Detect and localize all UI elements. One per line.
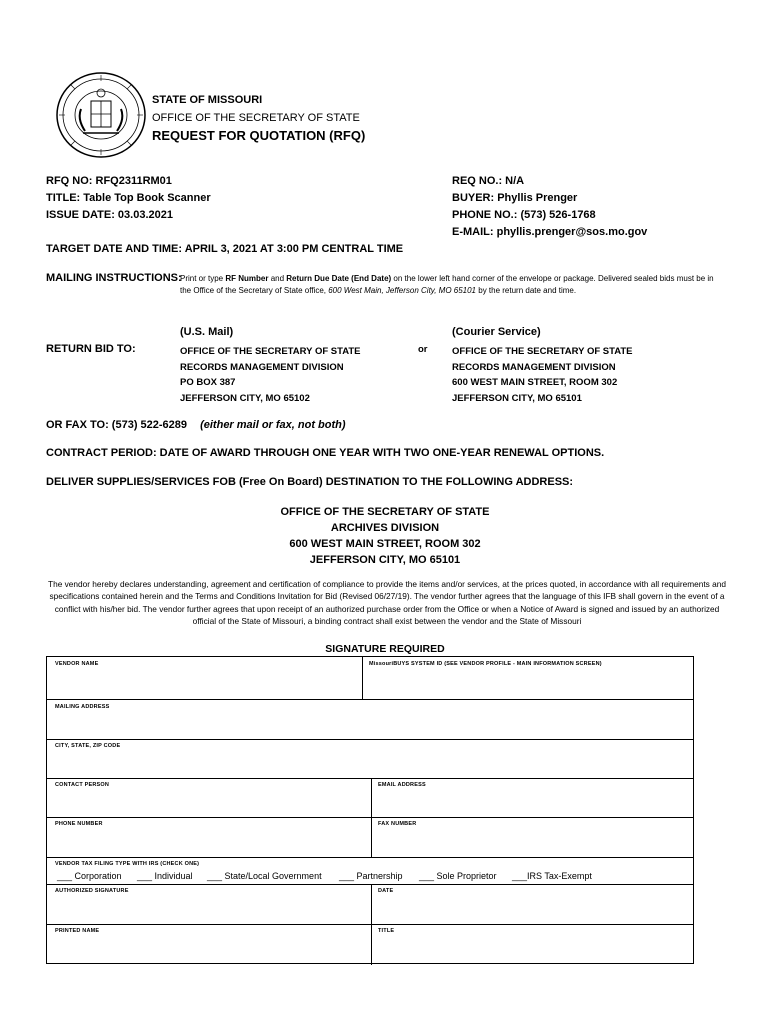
- mailing-text: [180, 273, 720, 297]
- us-mail-line: JEFFERSON CITY, MO 65102: [180, 392, 310, 404]
- deliver-address-line: JEFFERSON CITY, MO 65101: [309, 554, 461, 566]
- city-state-zip-label: CITY, STATE, ZIP CODE: [55, 743, 121, 749]
- authorized-signature-label: AUTHORIZED SIGNATURE: [55, 888, 129, 894]
- tax-option-irs-exempt[interactable]: ___IRS Tax-Exempt: [512, 871, 592, 881]
- deliver-address: [185, 504, 585, 568]
- us-mail-address: [180, 344, 361, 406]
- state-seal: [55, 71, 147, 159]
- fax-label: OR FAX TO: (573) 522-6289: [46, 419, 188, 431]
- us-mail-title: (U.S. Mail): [180, 326, 234, 338]
- divider: [371, 778, 372, 858]
- deliver-address-line: ARCHIVES DIVISION: [330, 522, 440, 534]
- printed-name-label: PRINTED NAME: [55, 928, 100, 934]
- vendor-name-label: VENDOR NAME: [55, 661, 99, 667]
- req-number: REQ NO.: N/A: [452, 175, 525, 187]
- mailing-label: MAILING INSTRUCTIONS:: [46, 272, 182, 284]
- divider: [47, 699, 693, 700]
- mailing-return-due: Return Due Date (End Date): [286, 274, 392, 283]
- divider: [362, 657, 363, 699]
- divider: [47, 857, 693, 858]
- tax-option-sole-proprietor[interactable]: ___ Sole Proprietor: [419, 871, 497, 881]
- deliver-instructions: DELIVER SUPPLIES/SERVICES FOB (Free On Board) DESTINATION TO THE FOLLOWING ADDRESS:: [46, 476, 574, 488]
- vendor-form: [46, 656, 694, 964]
- mailing-text-b: and: [268, 274, 287, 283]
- return-bid-label: RETURN BID TO:: [46, 343, 136, 355]
- divider: [47, 817, 693, 818]
- fax-number-label: FAX NUMBER: [378, 821, 417, 827]
- mailing-address-italic: 600 West Main, Jefferson City, MO 65101: [328, 286, 477, 295]
- contract-period: CONTRACT PERIOD: DATE OF AWARD THROUGH ONE YEAR WITH TWO ONE-YEAR RENEWAL OPTIONS.: [46, 447, 605, 459]
- us-mail-line: OFFICE OF THE SECRETARY OF STATE: [180, 346, 361, 357]
- mailing-address-label: MAILING ADDRESS: [55, 704, 110, 710]
- us-mail-line: PO BOX 387: [180, 377, 236, 388]
- header-office: OFFICE OF THE SECRETARY OF STATE: [152, 112, 360, 124]
- missouribuys-id-label: MissouriBUYS SYSTEM ID (SEE VENDOR PROFILE - MAIN INFORMATION SCREEN): [369, 661, 602, 667]
- courier-line: 600 WEST MAIN STREET, ROOM 302: [452, 377, 618, 388]
- issue-date: ISSUE DATE: 03.03.2021: [46, 209, 173, 221]
- contact-person-label: CONTACT PERSON: [55, 782, 110, 788]
- divider: [47, 778, 693, 779]
- or-label: or: [418, 344, 428, 355]
- mailing-rf-number: RF Number: [225, 274, 269, 283]
- courier-address: [452, 344, 633, 406]
- mailing-text-c: on the lower left hand corner of the envelope or package. Delivered sealed bids must be in the Office of the Secretary of State office,: [180, 274, 714, 295]
- date-label: DATE: [378, 888, 394, 894]
- courier-title: (Courier Service): [452, 326, 541, 338]
- email-address-label: EMAIL ADDRESS: [378, 782, 426, 788]
- rfq-title: TITLE: Table Top Book Scanner: [46, 192, 211, 204]
- divider: [47, 924, 693, 925]
- tax-option-individual[interactable]: ___ Individual: [137, 871, 193, 881]
- tax-type-label: VENDOR TAX FILING TYPE WITH IRS (CHECK ONE): [55, 861, 200, 867]
- tax-option-corporation[interactable]: ___ Corporation: [57, 871, 122, 881]
- phone-number-label: PHONE NUMBER: [55, 821, 103, 827]
- tax-option-state-local[interactable]: ___ State/Local Government: [207, 871, 322, 881]
- rfq-number: RFQ NO: RFQ2311RM01: [46, 175, 172, 187]
- signature-required: SIGNATURE REQUIRED: [325, 643, 445, 655]
- title-label: TITLE: [378, 928, 395, 934]
- fax-line: [46, 419, 346, 431]
- target-date: TARGET DATE AND TIME: APRIL 3, 2021 AT 3:00 PM CENTRAL TIME: [46, 243, 404, 255]
- tax-option-partnership[interactable]: ___ Partnership: [339, 871, 403, 881]
- mailing-text-a: Print or type: [180, 274, 226, 283]
- divider: [47, 884, 693, 885]
- mailing-text-d: by the return date and time.: [476, 286, 577, 295]
- us-mail-line: RECORDS MANAGEMENT DIVISION: [180, 361, 344, 373]
- fax-note: (either mail or fax, not both): [200, 419, 346, 431]
- vendor-declaration: The vendor hereby declares understanding, agreement and certification of compliance to provide the items and/or services, at the prices quoted, in accordance with all requirements and specifications contained herein and the Terms and Conditions Invitation for Bid (Revised 06/27/19). The vendor further agrees that the language of this IFB shall govern in the event of a conflict with his/her bid. The vendor further agrees that upon receipt of an authorized purchase order from the Office or when a Notice of Award is signed and issued by an authorized official of the State of Missouri, a binding contract shall exist between the vendor and the State of Missouri: [48, 579, 726, 626]
- divider: [47, 739, 693, 740]
- deliver-address-line: OFFICE OF THE SECRETARY OF STATE: [280, 506, 490, 518]
- phone-number: PHONE NO.: (573) 526-1768: [452, 209, 596, 221]
- buyer-email: E-MAIL: phyllis.prenger@sos.mo.gov: [452, 226, 648, 238]
- courier-line: JEFFERSON CITY, MO 65101: [452, 392, 582, 404]
- courier-line: OFFICE OF THE SECRETARY OF STATE: [452, 346, 633, 357]
- header-title: REQUEST FOR QUOTATION (RFQ): [152, 128, 366, 143]
- courier-line: RECORDS MANAGEMENT DIVISION: [452, 361, 616, 373]
- deliver-address-line: 600 WEST MAIN STREET, ROOM 302: [289, 538, 481, 550]
- buyer: BUYER: Phyllis Prenger: [452, 192, 578, 204]
- header-state: STATE OF MISSOURI: [152, 94, 263, 106]
